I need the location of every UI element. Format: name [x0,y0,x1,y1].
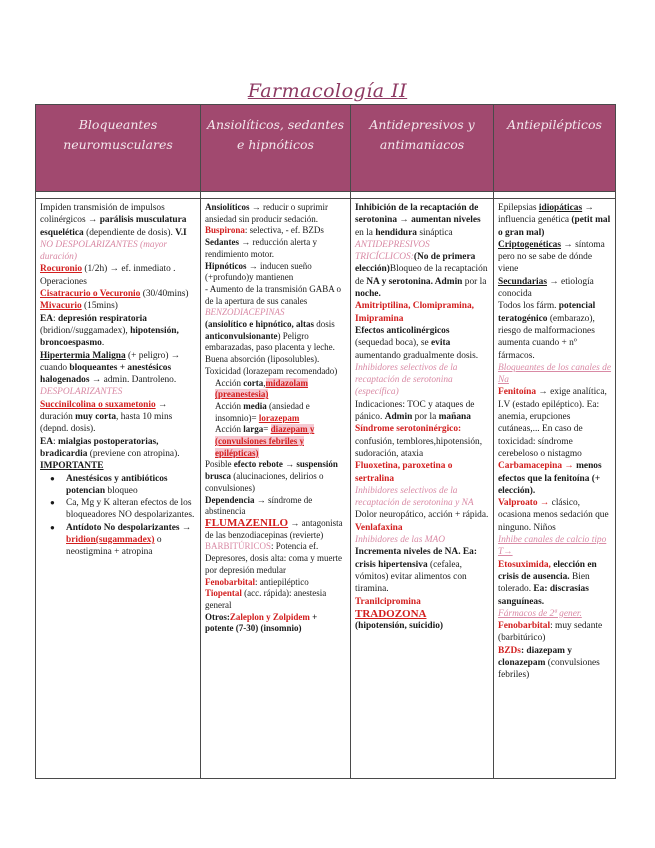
text: . [101,338,105,349]
cell-bloqueantes [36,199,201,779]
drug-name: Rocuronio [40,264,83,275]
cell-antiepilepticos: Epilepsias idiopáticas → influencia genética (petit mal o gran mal) Criptogenéticas → síntoma pero no se sabe de dónde viene Secundarias → etiología conocida Todos los fárm. potencial teratogénico (embarazo), riesgo de malformaciones aumenta cuando + nº fármacos. Bloqueantes de los canales de Na Fenitoína → exige analítica, I.V (estado epiléptico). Ea: anemia, erupciones cutáneas,... En caso de toxicidad: síndrome cerebeloso o nistagmo Carbamacepina → menos efectos que la fenitoína (+ elección). Valproato → clásico, ocasiona menos sedación que ninguno. Niños Inhibe canales de calcio tipo T→ Etosuximida, elección en crisis de ausencia. Bien tolerado. Ea: discrasias sanguíneas. Fármacos de 2ª gener. Fenobarbital: muy sedante (barbitúrico) BZDs: diazepam y clonazepam (convulsiones febriles) [494,199,616,779]
drug-name: Carbamacepina → [498,461,574,472]
text: Sedantes [205,237,240,248]
section-label: Inhibidores de las MAO [355,535,446,546]
spacer-row [36,192,616,199]
important-label: IMPORTANTE [40,461,104,472]
page-title: Farmacología II [247,80,408,102]
drug-name: Fenobarbital [498,621,551,632]
text: , hasta 10 mins (depnd. dosis). [40,412,173,435]
cell-ansioliticos: Ansiolíticos → reducir o suprimir ansiedad sin producir sedación. Buspirona: selectiva, - ef. BZDs Sedantes → reducción alerta y rendimiento motor. Hipnóticos → inducen sueño (+profundo)y mantienen - Aumento de la transmisión GABA o de la apertura de sus canales BENZODIACEPINAS (ansiolítico e hipnótico, altas dosis anticonvulsionante) Peligro embarazadas, paso placenta y leche. Buena absorción (liposolubles). Toxicidad (lorazepam recomendado) Acción corta,midazolam (preanestesia) Acción media (ansiedad e insomnio)= lorazepam Acción larga= diazepam y (convulsiones febriles y epilépticas) Posible efecto rebote → suspensión brusca (alucinaciones, delirios o convulsiones) Dependencia → síndrome de abstinencia FLUMAZENILO → antagonista de las benzodiacepinas (revierte) BARBITÚRICOS: Potencia ef. Depresores, dosis alta: coma y muerte por depresión medular Fenobarbital: antiepiléptico Tiopental (acc. rápida): anestesia general Otros:Zaleplon y Zolpidem + potente (7-30) (insomnio) [201,199,351,779]
section-label: NO DESPOLARIZANTES (mayor duración) [40,239,168,263]
drug-name: Amitriptilina, Clomipramina, Imipramina [355,301,475,324]
header-bloqueantes: Bloqueantes neuromusculares [36,105,201,192]
drug-name: Etosuximida, [498,559,551,570]
text: depresión respiratoria [57,313,147,324]
header-ansioliticos: Ansiolíticos, sedantes e hipnóticos [201,105,351,192]
drug-name: Valproato → [498,498,550,509]
drug-name: BZDs [498,645,521,656]
drug-name: FLUMAZENILO [205,516,289,529]
text: : [53,436,58,447]
section-label: BARBITÚRICOS [205,541,272,552]
drug-name: Fluoxetina, paroxetina o sertralina [355,461,453,484]
drug-name: Tranilcipromina [355,596,421,607]
text: Hipnóticos [205,260,247,271]
text: bloqueantes + anestésicos halogenados [40,362,172,386]
section-label: ANTIDEPRESIVOS TRICÍCLICOS: [355,239,430,263]
section-label: Bloqueantes de los canales de Na [498,362,611,386]
text: (dependiente de dosis). [83,227,176,238]
section-label: DESPOLARIZANTES [40,387,123,398]
text: → admin. Dantroleno. [89,375,177,386]
drug-name: Mivacurio [40,301,82,312]
list-item: ● Anestésicos y antibióticos potencian bloqueo [66,473,196,498]
text: (1/2h) → ef. inmediato . Operaciones [40,264,176,287]
text: : [53,313,58,324]
text: → reducción alerta y rendimiento motor. [205,237,317,259]
text: V.I [175,227,187,238]
drug-name: Fenobarbital [205,576,256,587]
body-row [36,199,616,779]
text: hipotensión, broncoespasmo [40,325,179,349]
text: EA [40,436,54,447]
text: (30/40mins) [140,289,189,300]
drug-name: Cisatracurio o Vecuronio [40,289,141,300]
important-list [40,473,196,559]
drug-name: midazolam (preanestesia) [215,377,308,400]
header-antiepilepticos: Antiepilépticos [494,105,616,192]
text: → reducir o suprimir ansiedad sin producir sedación. [205,202,328,224]
drug-name: Succinilcolina o suxametonio [40,399,156,410]
list-item: ● Antídoto No despolarizantes → bridion(sugammadex) o neostigmina + atropina [66,522,196,559]
section-label: Inhibe canales de calcio tipo T→ [498,535,607,558]
text: parálisis musculatura esquelética [40,215,187,238]
text: muy corta [75,412,117,423]
list-item: ● Ca, Mg y K alteran efectos de los bloqueadores NO despolarizantes. [66,497,196,522]
section-label: Inhibidores selectivos de la recaptación de serotonina y NA [355,485,474,509]
text: (15mins) [81,301,118,312]
text: - Aumento de la transmisión GABA o de la apertura de sus canales [205,283,341,306]
drug-name: Síndrome serotoninérgico: [355,424,462,435]
text: Ansiolíticos [205,202,250,212]
drug-name: Buspirona [205,225,245,236]
drug-name: TRADOZONA [355,607,427,620]
text: (previene con atropina). [87,448,180,459]
drug-name: Fenitoína [498,387,537,398]
text: Hipertermia Maligna [40,350,126,361]
text: (hipotensión, suicidio) [355,621,444,632]
text: (bridion//suggamadex), [40,325,131,336]
text: : selectiva, - ef. BZDs [244,225,324,236]
drug-name: lorazepam [258,412,300,423]
text: mialgias postoperatorias, bradicardia [40,436,159,459]
summary-table [35,104,616,779]
section-label: BENZODIACEPINAS [205,307,285,318]
text: (+ peligro) → cuando [40,350,181,373]
drug-name: Venlafaxina [355,522,403,533]
text: EA [40,313,54,324]
text: Impiden transmisión de impulsos colinérgicos → [40,203,165,226]
drug-name: Zaleplon y Zolpidem [229,611,310,622]
text: → inducen sueño (+profundo)y mantienen [205,260,312,283]
drug-name: Tiopental [205,588,242,599]
header-antidepresivos: Antidepresivos y antimaniacos [351,105,494,192]
text: → duración [40,399,168,423]
section-label: Inhibidores selectivos de la recaptación de serotonina (específica) [355,362,458,398]
drug-name: diazepam y (convulsiones febriles y epilépticas) [215,424,315,458]
header-row [36,105,616,192]
section-label: Fármacos de 2ª gener. [498,608,582,619]
cell-antidepresivos: Inhibición de la recaptación de serotonina → aumentan niveles en la hendidura sináptica ANTIDEPRESIVOS TRICÍCLICOS:(No de primera elección)Bloqueo de la recaptación de NA y serotonina. Admin por la noche. Amitriptilina, Clomipramina, Imipramina Efectos anticolinérgicos (sequedad boca), se evita aumentando gradualmente dosis. Inhibidores selectivos de la recaptación de serotonina (específica) Indicaciones: TOC y ataques de pánico. Admin por la mañana Síndrome serotoninérgico: confusión, temblores,hipotensión, sudoración, ataxia Fluoxetina, paroxetina o sertralina Inhibidores selectivos de la recaptación de serotonina y NA Dolor neuropático, acción + rápida. Venlafaxina Inhibidores de las MAO Incrementa niveles de NA. Ea: crisis hipertensiva (cefalea, vómitos) evitar alimentos con tiramina. Tranilcipromina TRADOZONA (hipotensión, suicidio) [351,199,494,779]
